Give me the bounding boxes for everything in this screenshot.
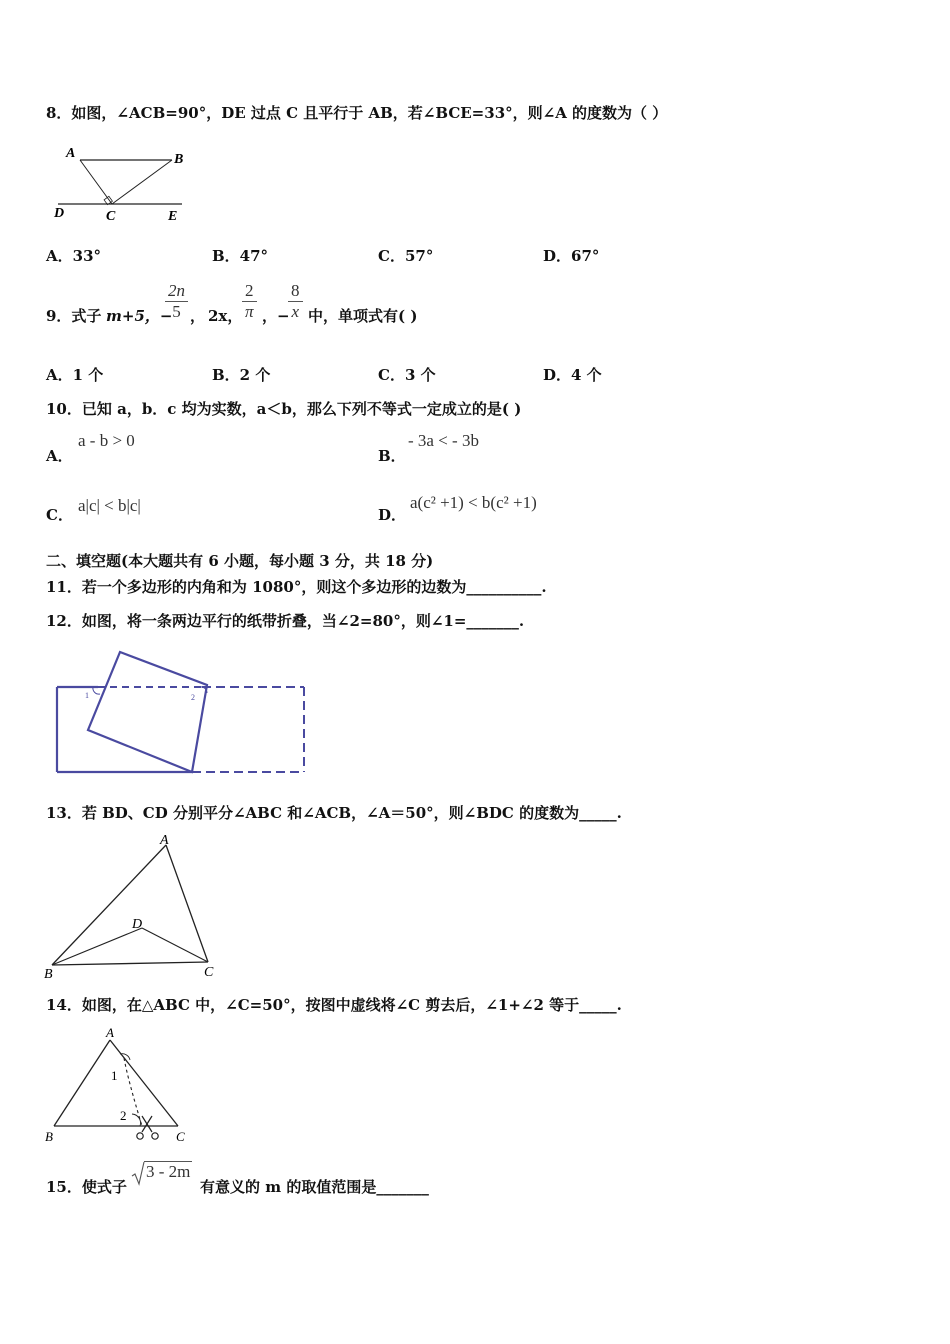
q8-label-E: E: [168, 209, 178, 224]
q8-label-D: D: [54, 206, 65, 221]
q9-option-d: D．4 个: [543, 366, 602, 384]
q9-prefix: 9．式子: [46, 307, 102, 325]
q9-option-b: B．2 个: [212, 366, 271, 384]
q10-option-b-expr: - 3a < - 3b: [408, 431, 479, 450]
q10-option-c-expr: a|c| < b|c|: [78, 496, 141, 515]
section-2-heading: 二、填空题(本大题共有 6 小题，每小题 3 分，共 18 分): [46, 552, 434, 570]
q13-label-A: A: [160, 833, 169, 848]
q8-figure: [50, 142, 195, 224]
q9-sep2: ，−: [262, 307, 290, 325]
q8-label-C: C: [106, 209, 116, 224]
q12-angle-2: 2: [191, 693, 195, 702]
sqrt-icon: [131, 1160, 145, 1186]
q12-figure: [50, 645, 312, 780]
q14-label-C: C: [176, 1129, 185, 1144]
q10-option-b-label: B．: [378, 447, 406, 465]
q14-stem: 14．如图，在△ABC 中，∠C=50°，按图中虚线将∠C 剪去后，∠1+∠2 等于_____.: [46, 996, 622, 1014]
q13-label-D: D: [132, 917, 143, 932]
q13-figure: [42, 830, 227, 982]
q13-stem: 13．若 BD、CD 分别平分∠ABC 和∠ACB，∠A＝50°，则∠BDC 的度数为_____.: [46, 804, 622, 822]
q14-label-B: B: [45, 1129, 53, 1144]
q8-label-B: B: [174, 152, 184, 167]
q10-option-c-label: C．: [46, 506, 73, 524]
q9-term1: m+5，−: [106, 307, 173, 325]
q8-label-A: A: [66, 146, 76, 161]
q9-frac-2-over-pi: $\frac{2}{\pi}$: [242, 281, 257, 322]
q14-label-A: A: [106, 1025, 114, 1040]
q10-option-d-expr: a(c² +1) < b(c² +1): [410, 493, 537, 512]
q15-radicand: 3 - 2m: [146, 1162, 191, 1181]
q13-label-C: C: [204, 965, 214, 980]
q14-figure: [42, 1022, 202, 1147]
q14-angle-2: 2: [120, 1108, 127, 1123]
q11-stem: 11．若一个多边形的内角和为 1080°，则这个多边形的边数为__________.: [46, 578, 547, 596]
q9-frac-8-over-x: $\frac{8}{x}$: [288, 281, 303, 322]
q9-suffix: 中，单项式有( ): [308, 307, 418, 325]
q9-term2: 2x，: [208, 307, 243, 325]
q13-label-B: B: [44, 967, 53, 982]
q10-option-a-label: A．: [46, 447, 73, 465]
q15-prefix: 15．使式子: [46, 1178, 127, 1196]
q10-option-d-label: D．: [378, 506, 407, 524]
q10-stem: 10．已知 a，b．c 均为实数，a＜b，那么下列不等式一定成立的是( ): [46, 400, 522, 418]
q12-stem: 12．如图，将一条两边平行的纸带折叠，当∠2=80°，则∠1=_______.: [46, 612, 525, 630]
q8-option-c: C．57°: [378, 247, 434, 265]
q8-option-a: A．33°: [46, 247, 102, 265]
q15-suffix: 有意义的 m 的取值范围是_______: [200, 1178, 429, 1196]
q9-option-a: A．1 个: [46, 366, 104, 384]
q9-frac-2n-over-5: $\frac{2n}{5}$: [165, 281, 188, 322]
q9-option-c: C．3 个: [378, 366, 436, 384]
q10-option-a-expr: a - b > 0: [78, 431, 135, 450]
q14-angle-1: 1: [111, 1068, 118, 1083]
q8-stem: 8．如图，∠ACB=90°，DE 过点 C 且平行于 AB，若∠BCE=33°，则∠A 的度数为（ ）: [46, 104, 668, 122]
q9-sep1: ，: [190, 307, 206, 325]
q8-option-d: D．67°: [543, 247, 600, 265]
q8-option-b: B．47°: [212, 247, 269, 265]
q12-angle-1: 1: [85, 691, 89, 700]
